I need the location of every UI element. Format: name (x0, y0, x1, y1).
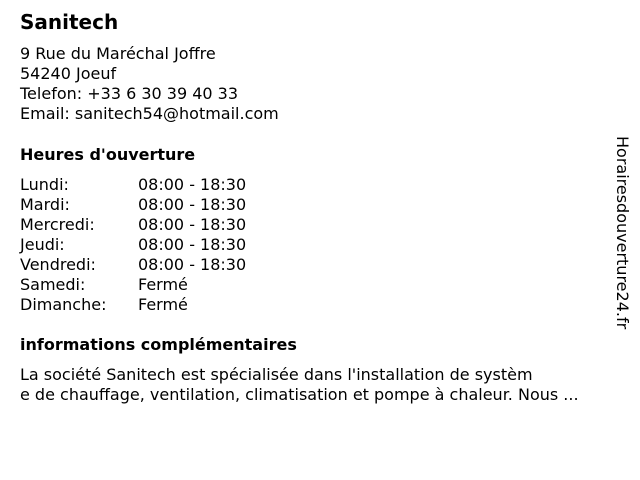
hours-time: 08:00 - 18:30 (138, 255, 247, 274)
hours-day: Lundi: (20, 175, 69, 194)
hours-day: Vendredi: (20, 255, 96, 274)
hours-row-tuesday (20, 195, 246, 215)
additional-info-title: informations complémentaires (20, 335, 297, 354)
email-address: Email: sanitech54@hotmail.com (20, 104, 279, 123)
business-description (20, 365, 630, 405)
hours-time: 08:00 - 18:30 (138, 235, 247, 254)
hours-time: 08:00 - 18:30 (138, 195, 247, 214)
street-address: 9 Rue du Maréchal Joffre (20, 44, 216, 63)
site-watermark: Horairesdouverture24.fr (613, 136, 632, 330)
hours-row-friday (20, 255, 246, 275)
hours-time: 08:00 - 18:30 (138, 175, 247, 194)
hours-row-wednesday (20, 215, 246, 235)
hours-time: Fermé (138, 275, 188, 294)
hours-day: Mercredi: (20, 215, 95, 234)
hours-time: 08:00 - 18:30 (138, 215, 247, 234)
hours-row-sunday (20, 295, 246, 315)
postal-city: 54240 Joeuf (20, 64, 117, 83)
description-line: La société Sanitech est spécialisée dans l'installation de systèm (20, 365, 533, 384)
phone-number: Telefon: +33 6 30 39 40 33 (20, 84, 239, 103)
hours-day: Mardi: (20, 195, 70, 214)
business-name: Sanitech (20, 10, 119, 34)
hours-row-monday (20, 175, 246, 195)
hours-day: Dimanche: (20, 295, 107, 314)
hours-time: Fermé (138, 295, 188, 314)
hours-day: Samedi: (20, 275, 86, 294)
opening-hours-title: Heures d'ouverture (20, 145, 196, 164)
hours-day: Jeudi: (20, 235, 65, 254)
description-line: e de chauffage, ventilation, climatisation et pompe à chaleur. Nous ... (20, 385, 579, 404)
hours-row-saturday (20, 275, 246, 295)
hours-row-thursday (20, 235, 246, 255)
opening-hours-list (20, 175, 246, 315)
contact-block (20, 44, 279, 124)
